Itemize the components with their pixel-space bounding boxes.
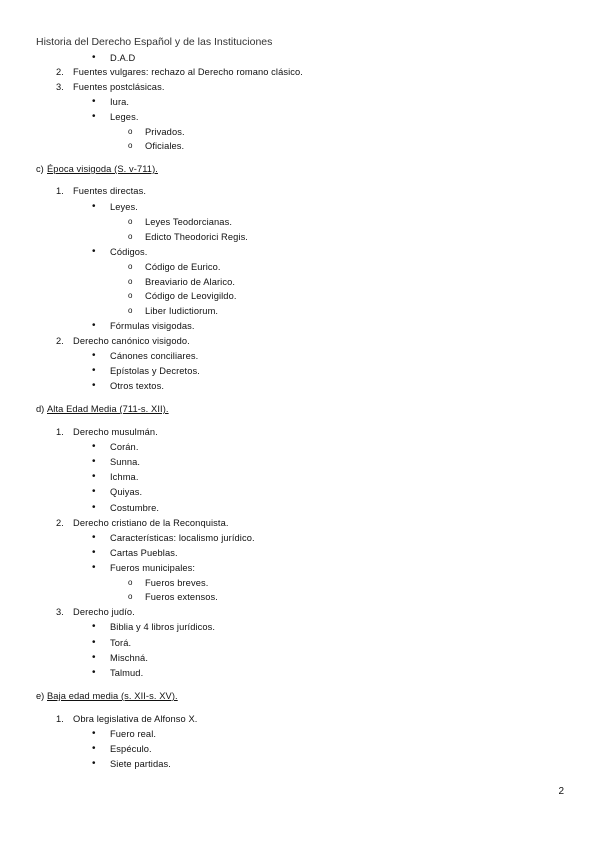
list-number: 1. xyxy=(56,427,64,437)
numbered-item: Fuentes postclásicas. xyxy=(73,82,165,92)
bullet-icon: • xyxy=(92,96,96,107)
bullet-item: Costumbre. xyxy=(110,503,160,513)
sub-item: Leyes Teodorcianas. xyxy=(145,217,233,227)
bullet-icon: • xyxy=(92,201,96,212)
bullet-icon: • xyxy=(92,652,96,663)
bullet-icon: • xyxy=(92,471,96,482)
bullet-icon: • xyxy=(92,246,96,257)
bullet-item: Biblia y 4 libros jurídicos. xyxy=(110,622,216,632)
sub-item: Oficiales. xyxy=(145,141,185,151)
bullet-icon: • xyxy=(92,320,96,331)
section-heading: Baja edad media (s. XII-s. XV). xyxy=(47,691,178,701)
bullet-item: Otros textos. xyxy=(110,381,164,391)
numbered-item: Obra legislativa de Alfonso X. xyxy=(73,714,198,724)
bullet-icon: • xyxy=(92,502,96,513)
numbered-item: Fuentes vulgares: rechazo al Derecho romano clásico. xyxy=(73,67,303,77)
numbered-item: Fuentes directas. xyxy=(73,186,147,196)
bullet-icon: • xyxy=(92,365,96,376)
bullet-item: Leyes. xyxy=(110,202,138,212)
circle-bullet-icon: o xyxy=(128,262,133,271)
document-header: Historia del Derecho Español y de las Instituciones xyxy=(36,36,273,48)
section-letter: c) xyxy=(36,164,44,174)
circle-bullet-icon: o xyxy=(128,232,133,241)
bullet-item: D.A.D xyxy=(110,53,136,63)
bullet-item: Mischná. xyxy=(110,653,149,663)
bullet-item: Siete partidas. xyxy=(110,759,171,769)
bullet-icon: • xyxy=(92,380,96,391)
bullet-item: Cartas Pueblas. xyxy=(110,548,178,558)
list-number: 2. xyxy=(56,518,64,528)
circle-bullet-icon: o xyxy=(128,291,133,300)
bullet-item: Fórmulas visigodas. xyxy=(110,321,195,331)
section-letter: d) xyxy=(36,404,45,414)
bullet-icon: • xyxy=(92,637,96,648)
section-heading: Época visigoda (S. v-711). xyxy=(47,164,158,174)
list-number: 2. xyxy=(56,67,64,77)
bullet-icon: • xyxy=(92,547,96,558)
circle-bullet-icon: o xyxy=(128,141,133,150)
sub-item: Código de Eurico. xyxy=(145,262,221,272)
bullet-icon: • xyxy=(92,562,96,573)
list-number: 3. xyxy=(56,82,64,92)
bullet-icon: • xyxy=(92,667,96,678)
bullet-item: Códigos. xyxy=(110,247,148,257)
bullet-icon: • xyxy=(92,621,96,632)
bullet-item: Características: localismo jurídico. xyxy=(110,533,255,543)
section-heading: Alta Edad Media (711-s. XII). xyxy=(47,404,169,414)
bullet-item: Cánones conciliares. xyxy=(110,351,199,361)
sub-item: Breaviario de Alarico. xyxy=(145,277,236,287)
sub-item: Fueros breves. xyxy=(145,578,209,588)
circle-bullet-icon: o xyxy=(128,578,133,587)
sub-item: Liber Iudictiorum. xyxy=(145,306,219,316)
bullet-item: Ichma. xyxy=(110,472,139,482)
bullet-icon: • xyxy=(92,111,96,122)
numbered-item: Derecho cristiano de la Reconquista. xyxy=(73,518,229,528)
bullet-icon: • xyxy=(92,350,96,361)
numbered-item: Derecho canónico visigodo. xyxy=(73,336,190,346)
list-number: 1. xyxy=(56,714,64,724)
bullet-icon: • xyxy=(92,456,96,467)
bullet-icon: • xyxy=(92,52,96,63)
bullet-icon: • xyxy=(92,758,96,769)
sub-item: Fueros extensos. xyxy=(145,592,218,602)
bullet-icon: • xyxy=(92,486,96,497)
circle-bullet-icon: o xyxy=(128,277,133,286)
numbered-item: Derecho musulmán. xyxy=(73,427,158,437)
bullet-item: Quiyas. xyxy=(110,487,143,497)
bullet-item: Leges. xyxy=(110,112,139,122)
list-number: 3. xyxy=(56,607,64,617)
bullet-icon: • xyxy=(92,441,96,452)
bullet-item: Corán. xyxy=(110,442,139,452)
bullet-item: Espéculo. xyxy=(110,744,152,754)
sub-item: Privados. xyxy=(145,127,185,137)
circle-bullet-icon: o xyxy=(128,217,133,226)
bullet-icon: • xyxy=(92,532,96,543)
numbered-item: Derecho judío. xyxy=(73,607,135,617)
bullet-icon: • xyxy=(92,743,96,754)
bullet-item: Sunna. xyxy=(110,457,141,467)
circle-bullet-icon: o xyxy=(128,592,133,601)
section-letter: e) xyxy=(36,691,45,701)
sub-item: Edicto Theodorici Regis. xyxy=(145,232,248,242)
bullet-item: Talmud. xyxy=(110,668,144,678)
circle-bullet-icon: o xyxy=(128,127,133,136)
bullet-item: Iura. xyxy=(110,97,130,107)
bullet-item: Torá. xyxy=(110,638,132,648)
sub-item: Código de Leovigildo. xyxy=(145,291,237,301)
bullet-item: Fueros municipales: xyxy=(110,563,196,573)
bullet-item: Fuero real. xyxy=(110,729,157,739)
bullet-item: Epístolas y Decretos. xyxy=(110,366,200,376)
list-number: 1. xyxy=(56,186,64,196)
page-number: 2 xyxy=(558,786,564,797)
list-number: 2. xyxy=(56,336,64,346)
bullet-icon: • xyxy=(92,728,96,739)
circle-bullet-icon: o xyxy=(128,306,133,315)
